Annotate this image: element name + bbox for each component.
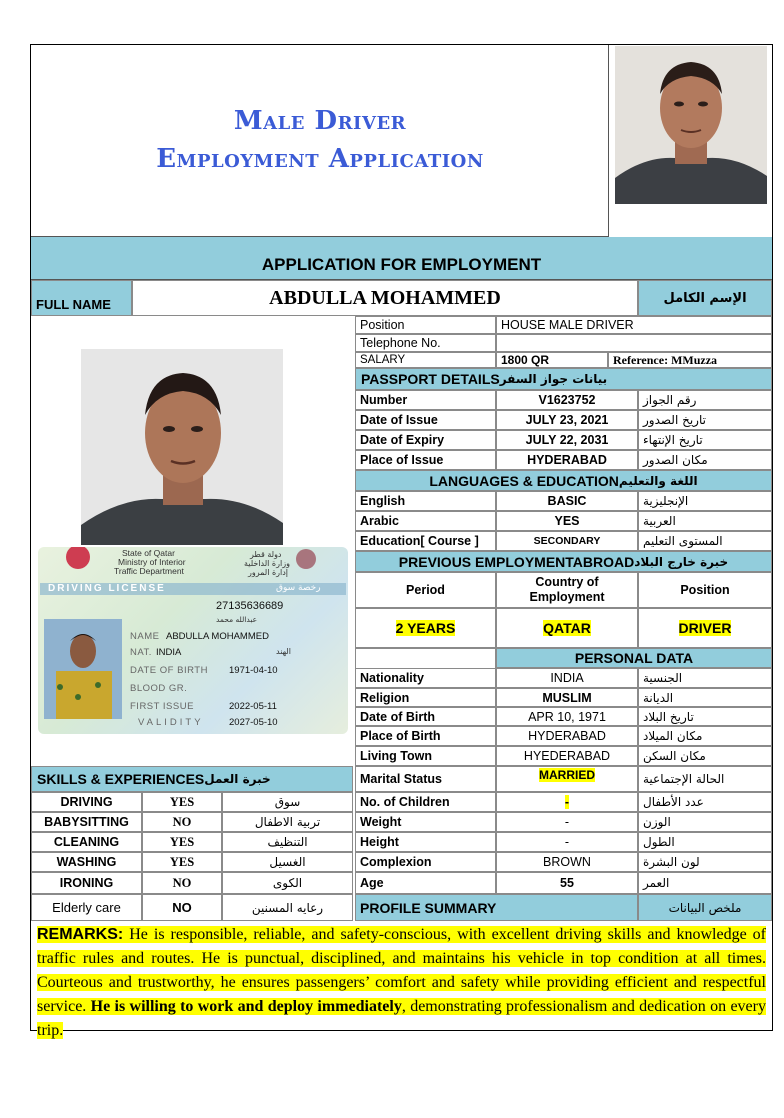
license-dob-field: DATE OF BIRTH (130, 665, 208, 676)
license-name-field: NAME (130, 631, 160, 642)
application-heading: APPLICATION FOR EMPLOYMENT (261, 255, 542, 274)
license-title-ar: رخصة سوق (276, 583, 321, 593)
remarks-text-1: He is responsible, reliable, and safety-conscious, with excellent driving skills and knowledge of traffic rules and routes. He is punctual, disciplined, and maintains his vehicle in top condition at all times. Courteous and trustworthy, he ensures passengers’ comfort and safety while providing efficient and respectful service. (37, 926, 766, 1015)
title-line-1: Male Driver (233, 106, 407, 136)
pob-ar: مكان الميلاد (638, 726, 772, 746)
previous-position-header: Position (638, 572, 772, 608)
previous-position-value: DRIVER (678, 620, 732, 636)
driving-license-card (38, 547, 348, 734)
passport-issue-ar: تاريخ الصدور (638, 410, 772, 430)
full-name-value: ABDULLA MOHAMMED (132, 280, 638, 316)
profile-summary-label: PROFILE SUMMARY (355, 894, 638, 921)
form-title (31, 102, 609, 178)
previous-country-header: Country of Employment (496, 572, 638, 608)
previous-period-header: Period (355, 572, 496, 608)
english-ar: الإنجليزية (638, 491, 772, 511)
remarks-block (31, 921, 772, 1039)
passport-number-ar: رقم الجواز (638, 390, 772, 410)
passport-place-label: Place of Issue (355, 450, 496, 470)
passport-heading-ar: بيانات جواز السفر (499, 372, 608, 386)
dob-value: APR 10, 1971 (496, 707, 638, 726)
previous-position-cell (638, 608, 772, 648)
telephone-value (496, 334, 772, 352)
passport-issue-label: Date of Issue (355, 410, 496, 430)
reference: Reference: MMuzza (608, 352, 772, 368)
license-number: 27135636689 (216, 600, 284, 612)
full-name-label-ar: الإسم الكامل (638, 280, 772, 316)
living-town-value: HYEDERABAD (496, 746, 638, 766)
skill-cleaning: CLEANING (31, 832, 142, 852)
skill-babysitting-value: NO (142, 812, 222, 832)
salary-label: SALARY (355, 352, 496, 368)
weight-value: - (496, 812, 638, 832)
religion-value: MUSLIM (496, 688, 638, 707)
salary-value: 1800 QR (496, 352, 608, 368)
skill-washing: WASHING (31, 852, 142, 872)
passport-issue-value: JULY 23, 2021 (496, 410, 638, 430)
position-value: HOUSE MALE DRIVER (496, 316, 772, 334)
skill-babysitting-ar: تربية الاطفال (222, 812, 353, 832)
full-name-label: FULL NAME (31, 280, 132, 316)
license-state: State of Qatar (122, 548, 175, 558)
license-nat-field: NAT. (130, 647, 152, 658)
remarks-text-2: , demonstrating professionalism and dedication on every trip. (37, 998, 766, 1039)
skill-washing-value: YES (142, 852, 222, 872)
children-cell (496, 792, 638, 812)
arabic-ar: العربية (638, 511, 772, 531)
skills-heading: SKILLS & EXPERIENCES (37, 771, 205, 787)
skill-ironing-ar: الكوى (222, 872, 353, 894)
height-value: - (496, 832, 638, 852)
passport-number-label: Number (355, 390, 496, 410)
personal-heading-spacer (355, 648, 496, 668)
license-ministry: Ministry of Interior (118, 557, 186, 567)
skill-driving-ar: سوق (222, 792, 353, 812)
pob-label: Place of Birth (355, 726, 496, 746)
passport-heading-bar (355, 368, 772, 390)
license-ministry-ar: وزارة الداخلية (244, 559, 290, 568)
passport-expiry-ar: تاريخ الإنتهاء (638, 430, 772, 450)
living-town-label: Living Town (355, 746, 496, 766)
languages-heading: LANGUAGES & EDUCATION (429, 472, 619, 489)
nationality-ar: الجنسية (638, 668, 772, 688)
license-dob-value: 1971-04-10 (229, 665, 278, 676)
license-first-value: 2022-05-11 (229, 701, 277, 712)
passport-number-value: V1623752 (496, 390, 638, 410)
arabic-label: Arabic (355, 511, 496, 531)
skills-heading-bar (31, 766, 353, 792)
height-label: Height (355, 832, 496, 852)
previous-heading-ar: خبرة خارج البلاد (634, 554, 729, 569)
education-ar: المستوى التعليم (638, 531, 772, 551)
children-label: No. of Children (355, 792, 496, 812)
pob-value: HYDERABAD (496, 726, 638, 746)
title-line-2: Employment Application (156, 144, 484, 174)
skill-elderly-care-ar: رعايه المسنين (222, 894, 353, 921)
license-nat-ar: الهند (276, 647, 291, 656)
nationality-value: INDIA (496, 668, 638, 688)
skill-ironing: IRONING (31, 872, 142, 894)
remarks-label: REMARKS: (37, 926, 124, 943)
license-title: DRIVING LICENSE (48, 583, 166, 594)
license-dept-ar: إدارة المرور (248, 568, 289, 577)
skill-babysitting: BABYSITTING (31, 812, 142, 832)
passport-place-value: HYDERABAD (496, 450, 638, 470)
position-label: Position (355, 316, 496, 334)
license-name-value: ABDULLA MOHAMMED (166, 631, 269, 642)
religion-label: Religion (355, 688, 496, 707)
application-heading-bar (31, 237, 772, 280)
skill-elderly-care-value: NO (142, 894, 222, 921)
license-nat-value: INDIA (156, 647, 182, 658)
children-ar: عدد الأطفال (638, 792, 772, 812)
passport-heading: PASSPORT DETAILS (361, 371, 500, 387)
education-label: Education[ Course ] (355, 531, 496, 551)
profile-summary-ar: ملخص البيانات (638, 894, 772, 921)
telephone-label: Telephone No. (355, 334, 496, 352)
weight-label: Weight (355, 812, 496, 832)
passport-expiry-value: JULY 22, 2031 (496, 430, 638, 450)
marital-label: Marital Status (355, 766, 496, 792)
age-label: Age (355, 872, 496, 894)
living-town-ar: مكان السكن (638, 746, 772, 766)
skills-heading-ar: خبرة العمل (204, 772, 271, 786)
applicant-photo (81, 349, 283, 545)
license-validity-field: VALIDITY (138, 717, 204, 728)
skill-elderly-care: Elderly care (31, 894, 142, 921)
age-ar: العمر (638, 872, 772, 894)
applicant-portrait-photo (615, 46, 767, 204)
languages-heading-bar (355, 470, 772, 491)
complexion-label: Complexion (355, 852, 496, 872)
english-value: BASIC (496, 491, 638, 511)
marital-ar: الحالة الإجتماعية (638, 766, 772, 792)
license-first-field: FIRST ISSUE (130, 701, 194, 712)
previous-period-cell (355, 608, 496, 648)
passport-place-ar: مكان الصدور (638, 450, 772, 470)
license-dept: Traffic Department (114, 566, 184, 576)
arabic-value: YES (496, 511, 638, 531)
languages-heading-ar: اللغة والتعليم (618, 473, 698, 488)
marital-value: MARRIED (539, 768, 595, 782)
height-ar: الطول (638, 832, 772, 852)
previous-period-value: 2 YEARS (395, 620, 456, 636)
marital-cell (496, 766, 638, 792)
skill-cleaning-value: YES (142, 832, 222, 852)
license-state-ar: دولة قطر (250, 550, 282, 559)
skill-washing-ar: الغسيل (222, 852, 353, 872)
children-value: - (564, 795, 570, 809)
complexion-value: BROWN (496, 852, 638, 872)
english-label: English (355, 491, 496, 511)
skill-cleaning-ar: التنظيف (222, 832, 353, 852)
skill-driving: DRIVING (31, 792, 142, 812)
complexion-ar: لون البشرة (638, 852, 772, 872)
dob-label: Date of Birth (355, 707, 496, 726)
license-blood-field: BLOOD GR. (130, 683, 188, 694)
passport-expiry-label: Date of Expiry (355, 430, 496, 450)
previous-country-value: QATAR (543, 620, 591, 636)
license-validity-value: 2027-05-10 (229, 717, 278, 728)
skill-ironing-value: NO (142, 872, 222, 894)
personal-heading: PERSONAL DATA (496, 648, 772, 668)
previous-heading-bar (355, 551, 772, 572)
education-value: SECONDARY (496, 531, 638, 551)
remarks-bold: He is willing to work and deploy immediately (90, 998, 402, 1015)
previous-heading: PREVIOUS EMPLOYMENTABROAD (398, 553, 635, 570)
dob-ar: تاريخ البلاد (638, 707, 772, 726)
skill-driving-value: YES (142, 792, 222, 812)
age-value: 55 (496, 872, 638, 894)
weight-ar: الوزن (638, 812, 772, 832)
previous-country-cell (496, 608, 638, 648)
nationality-label: Nationality (355, 668, 496, 688)
religion-ar: الديانة (638, 688, 772, 707)
license-name-ar: عبدالله محمد (216, 615, 258, 624)
